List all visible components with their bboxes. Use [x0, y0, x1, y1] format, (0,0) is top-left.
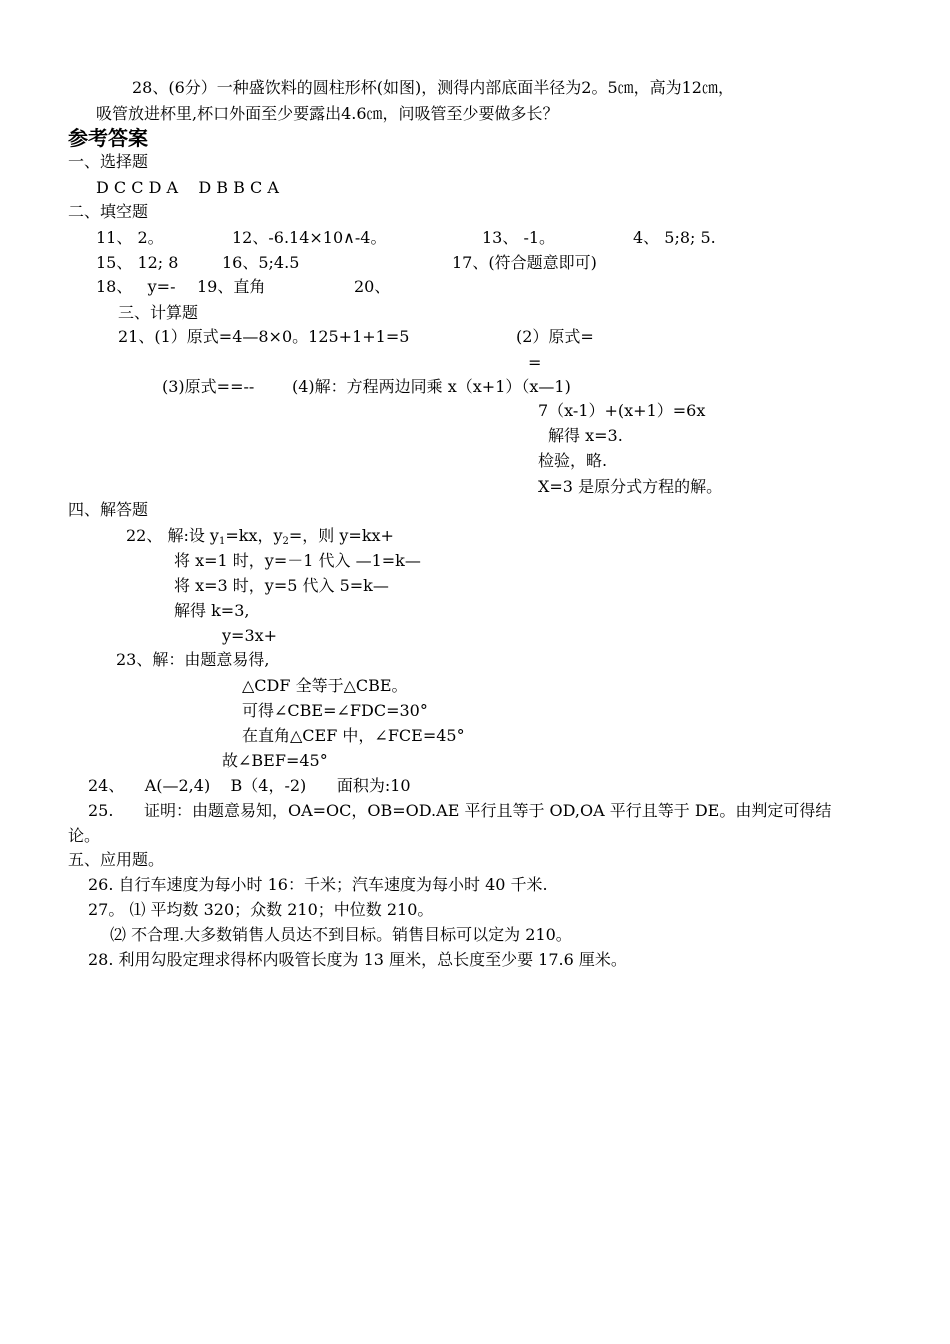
solve-23-line4: 在直角△CEF 中，∠FCE=45° [242, 726, 465, 745]
choice-answers: D C C D A D B B C A [96, 178, 279, 197]
section-apply-heading: 五、应用题。 [68, 850, 165, 869]
solve-22-line3: 将 x=3 时，y=5 代入 5=k— [174, 576, 389, 595]
fill-answer-12: 12、-6.14×10∧-4。 [232, 228, 387, 247]
apply-27-part2: ⑵ 不合理.大多数销售人员达不到目标。销售目标可以定为 210。 [110, 925, 572, 944]
solve-22-line2: 将 x=1 时，y=－1 代入 —1=k— [174, 551, 421, 570]
solve-23-line1: 23、解：由题意易得, [116, 650, 270, 669]
calc-21-part4-step4: X=3 是原分式方程的解。 [538, 477, 723, 496]
solve-22-line5: y=3x+ [222, 626, 278, 645]
solve-22-line4: 解得 k=3, [174, 601, 250, 620]
fill-answer-17: 17、(符合题意即可) [452, 253, 597, 272]
section-calc-heading: 三、计算题 [118, 303, 199, 322]
fill-answer-13: 13、 -1。 [482, 228, 556, 247]
fill-answer-19: 19、直角 [197, 277, 266, 296]
solve-23-line2: △CDF 全等于△CBE。 [242, 676, 408, 695]
solve-22-line1: 22、 解:设 $y_1=kx$，$y_2=$，则 y=kx+ [126, 526, 394, 547]
apply-28: 28. 利用勾股定理求得杯内吸管长度为 13 厘米，总长度至少要 17.6 厘米。 [88, 950, 627, 969]
q28-statement-line1: 28、(6分）一种盛饮料的圆柱形杯(如图)，测得内部底面半径为2。5㎝，高为12㎝， [132, 78, 734, 97]
fill-answer-14: 4、 5;8; 5. [633, 228, 716, 247]
fill-answer-15: 15、 12; 8 [96, 253, 179, 272]
calc-21-part4-step3: 检验，略. [538, 451, 608, 470]
calc-21-part4: (4)解：方程两边同乘 x（x+1）（x—1) [292, 377, 571, 396]
section-choice-heading: 一、选择题 [68, 152, 149, 171]
apply-27-part1: 27。 ⑴ 平均数 320；众数 210；中位数 210。 [88, 900, 434, 919]
solve-24: 24、 A(—2,4) B（4，-2) 面积为:10 [88, 776, 411, 795]
solve-25-line1: 25. 证明：由题意易知，OA=OC，OB=OD.AE 平行且等于 OD,OA 平行且等于 DE。由判定可得结 [88, 801, 832, 820]
calc-21-part1: 21、(1）原式=4—8×0。125+1+1=5 [118, 327, 410, 346]
section-solve-heading: 四、解答题 [68, 500, 149, 519]
solve-23-line5: 故∠BEF=45° [222, 751, 328, 770]
section-fill-heading: 二、填空题 [68, 202, 149, 221]
q28-statement-line2: 吸管放进杯里,杯口外面至少要露出4.6㎝，问吸管至少要做多长？ [96, 104, 559, 123]
calc-21-part2: (2）原式= [516, 327, 594, 346]
fill-answer-11: 11、 2。 [96, 228, 164, 247]
fill-answer-20: 20、 [354, 277, 391, 296]
solve-25-line2: 论。 [68, 826, 101, 845]
calc-21-part4-step2: 解得 x=3. [548, 426, 623, 445]
answer-key-title: 参考答案 [68, 126, 148, 150]
apply-26: 26. 自行车速度为每小时 16：千米；汽车速度为每小时 40 千米. [88, 875, 548, 894]
fill-answer-18: 18、 y=- [96, 277, 176, 296]
calc-21-part3: (3)原式==-- [162, 377, 255, 396]
solve-23-line3: 可得∠CBE=∠FDC=30° [242, 701, 428, 720]
calc-21-part4-step1: 7（x-1）+(x+1）=6x [538, 401, 706, 420]
calc-21-part2-cont: = [528, 353, 542, 372]
fill-answer-16: 16、5;4.5 [222, 253, 300, 272]
